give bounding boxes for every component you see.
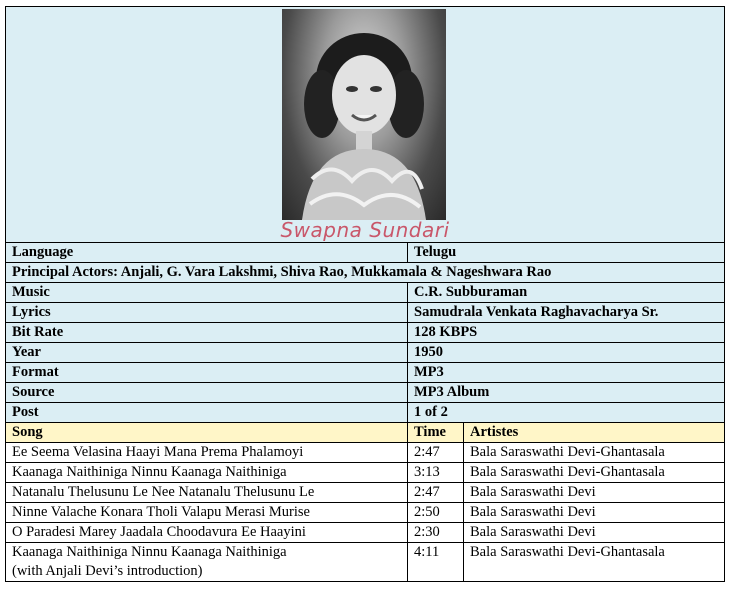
songs-header-row xyxy=(6,423,725,443)
actors-row xyxy=(6,263,725,283)
post-row xyxy=(6,403,725,423)
lyrics-row xyxy=(6,303,725,323)
format-value: MP3 xyxy=(408,363,725,383)
actress-photo xyxy=(282,9,446,220)
song-artistes: Bala Saraswathi Devi-Ghantasala xyxy=(464,443,725,463)
song-artistes: Bala Saraswathi Devi xyxy=(464,483,725,503)
song-row xyxy=(6,463,725,483)
format-row xyxy=(6,363,725,383)
language-label: Language xyxy=(6,243,408,263)
language-row xyxy=(6,243,725,263)
post-value: 1 of 2 xyxy=(408,403,725,423)
bitrate-value: 128 KBPS xyxy=(408,323,725,343)
song-title-line2: (with Anjali Devi’s introduction) xyxy=(12,563,203,579)
song-row xyxy=(6,443,725,463)
song-row xyxy=(6,503,725,523)
artistes-column-header: Artistes xyxy=(464,423,725,443)
lyrics-label: Lyrics xyxy=(6,303,408,323)
post-label: Post xyxy=(6,403,408,423)
music-value: C.R. Subburaman xyxy=(408,283,725,303)
song-title: Ninne Valache Konara Tholi Valapu Merasi Murise xyxy=(6,503,408,523)
actors-line: Principal Actors: Anjali, G. Vara Lakshmi, Shiva Rao, Mukkamala & Nageshwara Rao xyxy=(6,263,725,283)
song-artistes: Bala Saraswathi Devi-Ghantasala xyxy=(464,463,725,483)
year-row xyxy=(6,343,725,363)
format-label: Format xyxy=(6,363,408,383)
source-row xyxy=(6,383,725,403)
song-title-line1: Kaanaga Naithiniga Ninnu Kaanaga Naithiniga xyxy=(12,544,287,560)
song-time: 4:11 xyxy=(408,543,464,582)
bitrate-row xyxy=(6,323,725,343)
song-title: Kaanaga Naithiniga Ninnu Kaanaga Naithiniga xyxy=(6,463,408,483)
song-title: Ee Seema Velasina Haayi Mana Prema Phalamoyi xyxy=(6,443,408,463)
bitrate-label: Bit Rate xyxy=(6,323,408,343)
time-column-header: Time xyxy=(408,423,464,443)
film-title: Swapna Sundari xyxy=(280,218,450,242)
song-time: 2:47 xyxy=(408,443,464,463)
song-title: O Paradesi Marey Jaadala Choodavura Ee Haayini xyxy=(6,523,408,543)
song-column-header: Song xyxy=(6,423,408,443)
film-poster xyxy=(282,9,448,242)
music-label: Music xyxy=(6,283,408,303)
source-label: Source xyxy=(6,383,408,403)
year-label: Year xyxy=(6,343,408,363)
song-row xyxy=(6,543,725,582)
song-artistes: Bala Saraswathi Devi-Ghantasala xyxy=(464,543,725,582)
language-value: Telugu xyxy=(408,243,725,263)
song-title: Natanalu Thelusunu Le Nee Natanalu Thelusunu Le xyxy=(6,483,408,503)
poster-cell xyxy=(6,7,725,243)
source-value: MP3 Album xyxy=(408,383,725,403)
song-time: 2:30 xyxy=(408,523,464,543)
song-row xyxy=(6,523,725,543)
song-time: 3:13 xyxy=(408,463,464,483)
poster-row xyxy=(6,7,725,243)
music-row xyxy=(6,283,725,303)
song-time: 2:50 xyxy=(408,503,464,523)
year-value: 1950 xyxy=(408,343,725,363)
song-time: 2:47 xyxy=(408,483,464,503)
song-artistes: Bala Saraswathi Devi xyxy=(464,523,725,543)
song-row xyxy=(6,483,725,503)
album-info-table xyxy=(5,6,725,582)
song-title xyxy=(6,543,408,582)
song-artistes: Bala Saraswathi Devi xyxy=(464,503,725,523)
lyrics-value: Samudrala Venkata Raghavacharya Sr. xyxy=(408,303,725,323)
